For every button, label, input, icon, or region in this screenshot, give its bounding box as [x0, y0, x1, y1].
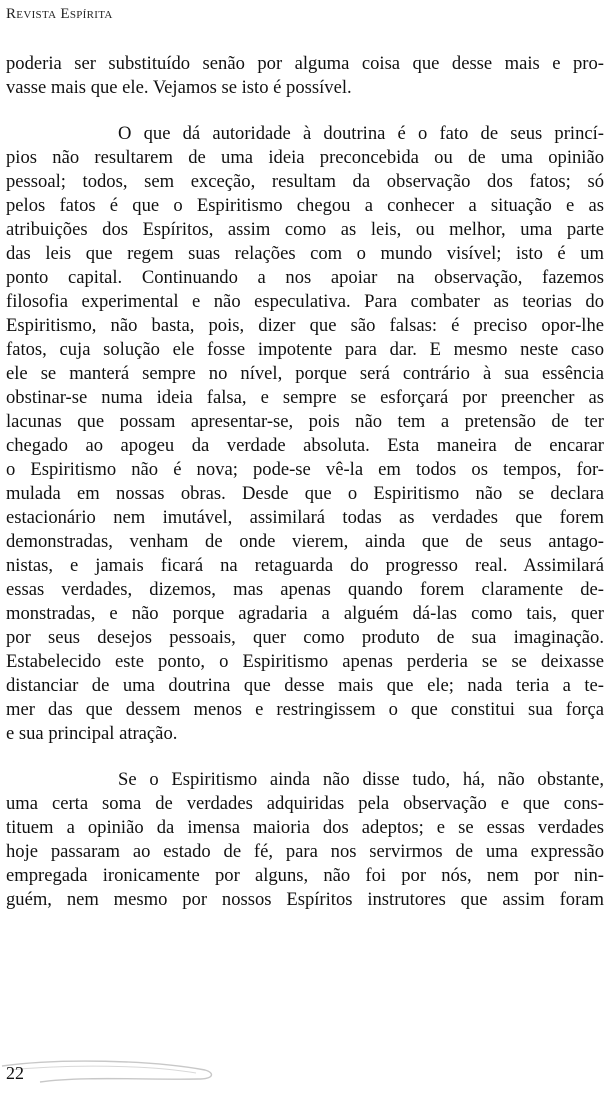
text-line: essas verdades, dizemos, mas apenas quando forem claramente de-: [6, 579, 604, 600]
text-line: demonstradas, venham de onde vierem, ainda que de seus antago-: [6, 531, 604, 552]
running-head: Revista Espírita: [6, 6, 113, 22]
paragraph: [6, 768, 604, 912]
body-text: [6, 52, 604, 912]
text-line: Espiritismo, não basta, pois, dizer que são falsas: é preciso opor-lhe: [6, 315, 604, 336]
text-line: atribuições dos Espíritos, assim como as leis, ou melhor, uma parte: [6, 219, 604, 240]
text-line: por seus desejos pessoais, quer como produto de sua imaginação.: [6, 627, 604, 648]
text-line: distanciar de uma doutrina que desse mais que ele; nada teria a te-: [6, 675, 604, 696]
text-line: chegado ao apogeu da verdade absoluta. Esta maneira de encarar: [6, 435, 604, 456]
text-line: mulada em nossas obras. Desde que o Espiritismo não se declara: [6, 483, 604, 504]
text-line: O que dá autoridade à doutrina é o fato de seus princí-: [118, 123, 604, 144]
text-line: das leis que regem suas relações com o mundo visível; isto é um: [6, 243, 604, 264]
text-line: guém, nem mesmo por nossos Espíritos instrutores que assim foram: [6, 889, 604, 910]
paragraph: [6, 52, 604, 100]
text-line: pios não resultarem de uma ideia preconcebida ou de uma opinião: [6, 147, 604, 168]
text-line: o Espiritismo não é nova; pode-se vê-la em todos os tempos, for-: [6, 459, 604, 480]
text-line: lacunas que possam apresentar-se, pois não tem a pretensão de ter: [6, 411, 604, 432]
text-line: vasse mais que ele. Vejamos se isto é possível.: [6, 77, 352, 98]
decorative-swoosh-icon: [0, 1052, 230, 1092]
text-line: pessoal; todos, sem exceção, resultam da observação dos fatos; só: [6, 171, 604, 192]
text-line: hoje passaram ao estado de fé, para nos servirmos de uma expressão: [6, 841, 604, 862]
text-line: estacionário nem imutável, assimilará todas as verdades que forem: [6, 507, 604, 528]
text-line: ele se manterá sempre no nível, porque será contrário à sua essência: [6, 363, 604, 384]
text-line: mer das que dessem menos e restringissem o que constitui sua força: [6, 699, 604, 720]
text-line: ponto capital. Continuando a nos apoiar na observação, fazemos: [6, 267, 604, 288]
text-line: filosofia experimental e não especulativa. Para combater as teorias do: [6, 291, 604, 312]
text-line: uma certa soma de verdades adquiridas pela observação e que cons-: [6, 793, 604, 814]
text-line: tituem a opinião da imensa maioria dos adeptos; e se essas verdades: [6, 817, 604, 838]
paragraph: [6, 122, 604, 746]
text-line: e sua principal atração.: [6, 723, 178, 744]
text-line: nistas, e jamais ficará na retaguarda do progresso real. Assimilará: [6, 555, 604, 576]
text-line: monstradas, e não porque agradaria a alguém dá-las como tais, quer: [6, 603, 604, 624]
text-line: pelos fatos é que o Espiritismo chegou a conhecer a situação e as: [6, 195, 604, 216]
text-line: obstinar-se numa ideia falsa, e sempre se esforçará por preencher as: [6, 387, 604, 408]
text-line: empregada ironicamente por alguns, não foi por nós, nem por nin-: [6, 865, 604, 886]
text-line: poderia ser substituído senão por alguma coisa que desse mais e pro-: [6, 53, 604, 74]
text-line: Estabelecido este ponto, o Espiritismo apenas perderia se se deixasse: [6, 651, 604, 672]
text-line: Se o Espiritismo ainda não disse tudo, há, não obstante,: [118, 769, 604, 790]
text-line: fatos, cuja solução ele fosse impotente para dar. E mesmo neste caso: [6, 339, 604, 360]
page-number: 22: [6, 1063, 24, 1083]
